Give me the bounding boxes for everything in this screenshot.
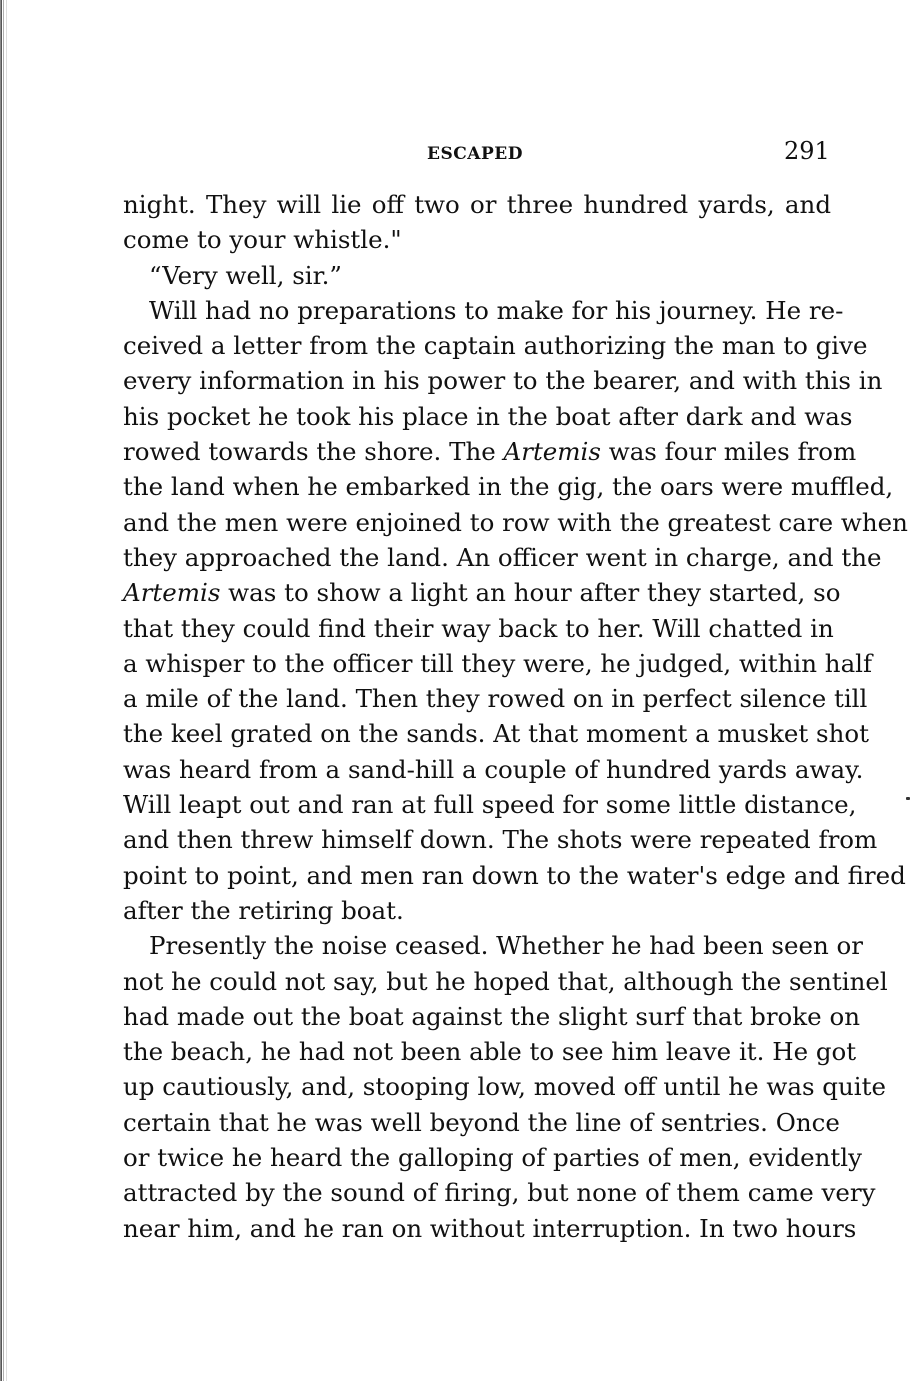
text-line: the keel grated on the sands. At that moment a musket shot bbox=[123, 719, 870, 749]
ship-name-italic: Artemis bbox=[503, 437, 601, 467]
text-line: was heard from a sand-hill a couple of hundred yards away. bbox=[123, 754, 864, 784]
text-run: was to show a light an hour after they started, so bbox=[220, 578, 841, 608]
running-head bbox=[0, 137, 923, 172]
text-line: and the men were enjoined to row with the greatest care when bbox=[123, 507, 908, 537]
text-line: a mile of the land. Then they rowed on in perfect silence till bbox=[123, 684, 868, 714]
page-binding-edge bbox=[0, 0, 30, 1381]
text-line: or twice he heard the galloping of parties of men, evidently bbox=[123, 1143, 862, 1173]
text-line: his pocket he took his place in the boat after dark and was bbox=[123, 401, 853, 431]
text-line: ceived a letter from the captain authorizing the man to give bbox=[123, 331, 868, 361]
text-run: was four miles from bbox=[600, 437, 857, 467]
scan-speck bbox=[906, 797, 910, 800]
text-line bbox=[123, 575, 841, 610]
text-line: point to point, and men ran down to the water's edge and fired bbox=[123, 860, 906, 890]
text-line bbox=[123, 434, 857, 469]
text-line: that they could find their way back to her. Will chatted in bbox=[123, 613, 834, 643]
text-line: attracted by the sound of firing, but none of them came very bbox=[123, 1178, 876, 1208]
text-line: a whisper to the officer till they were, he judged, within half bbox=[123, 648, 873, 678]
text-line: night. They will lie off two or three hundred yards, and bbox=[123, 190, 831, 219]
text-line: “Very well, sir.” bbox=[149, 260, 342, 290]
running-title: ESCAPED bbox=[427, 144, 523, 164]
text-line: and then threw himself down. The shots were repeated from bbox=[123, 825, 878, 855]
text-line: Presently the noise ceased. Whether he had been seen or bbox=[149, 931, 864, 961]
text-line: come to your whistle." bbox=[123, 225, 402, 255]
text-line: the beach, he had not been able to see him leave it. He got bbox=[123, 1037, 857, 1067]
text-line: had made out the boat against the slight surf that broke on bbox=[123, 1001, 860, 1031]
text-line: the land when he embarked in the gig, the oars were muffled, bbox=[123, 472, 894, 502]
text-line: Will leapt out and ran at full speed for some little distance, bbox=[123, 790, 857, 820]
body-text bbox=[123, 187, 908, 1246]
text-line: near him, and he ran on without interruption. In two hours bbox=[123, 1213, 857, 1243]
text-line: not he could not say, but he hoped that, although the sentinel bbox=[123, 966, 888, 996]
text-line: every information in his power to the bearer, and with this in bbox=[123, 366, 883, 396]
ship-name-italic: Artemis bbox=[123, 578, 221, 608]
text-line: Will had no preparations to make for his journey. He re- bbox=[149, 295, 844, 325]
text-line: after the retiring boat. bbox=[123, 895, 404, 925]
page-number: 291 bbox=[784, 137, 830, 165]
text-line: certain that he was well beyond the line of sentries. Once bbox=[123, 1107, 840, 1137]
text-run: rowed towards the shore. The bbox=[123, 437, 504, 467]
text-line: up cautiously, and, stooping low, moved off until he was quite bbox=[123, 1072, 886, 1102]
text-line: they approached the land. An officer went in charge, and the bbox=[123, 542, 882, 572]
